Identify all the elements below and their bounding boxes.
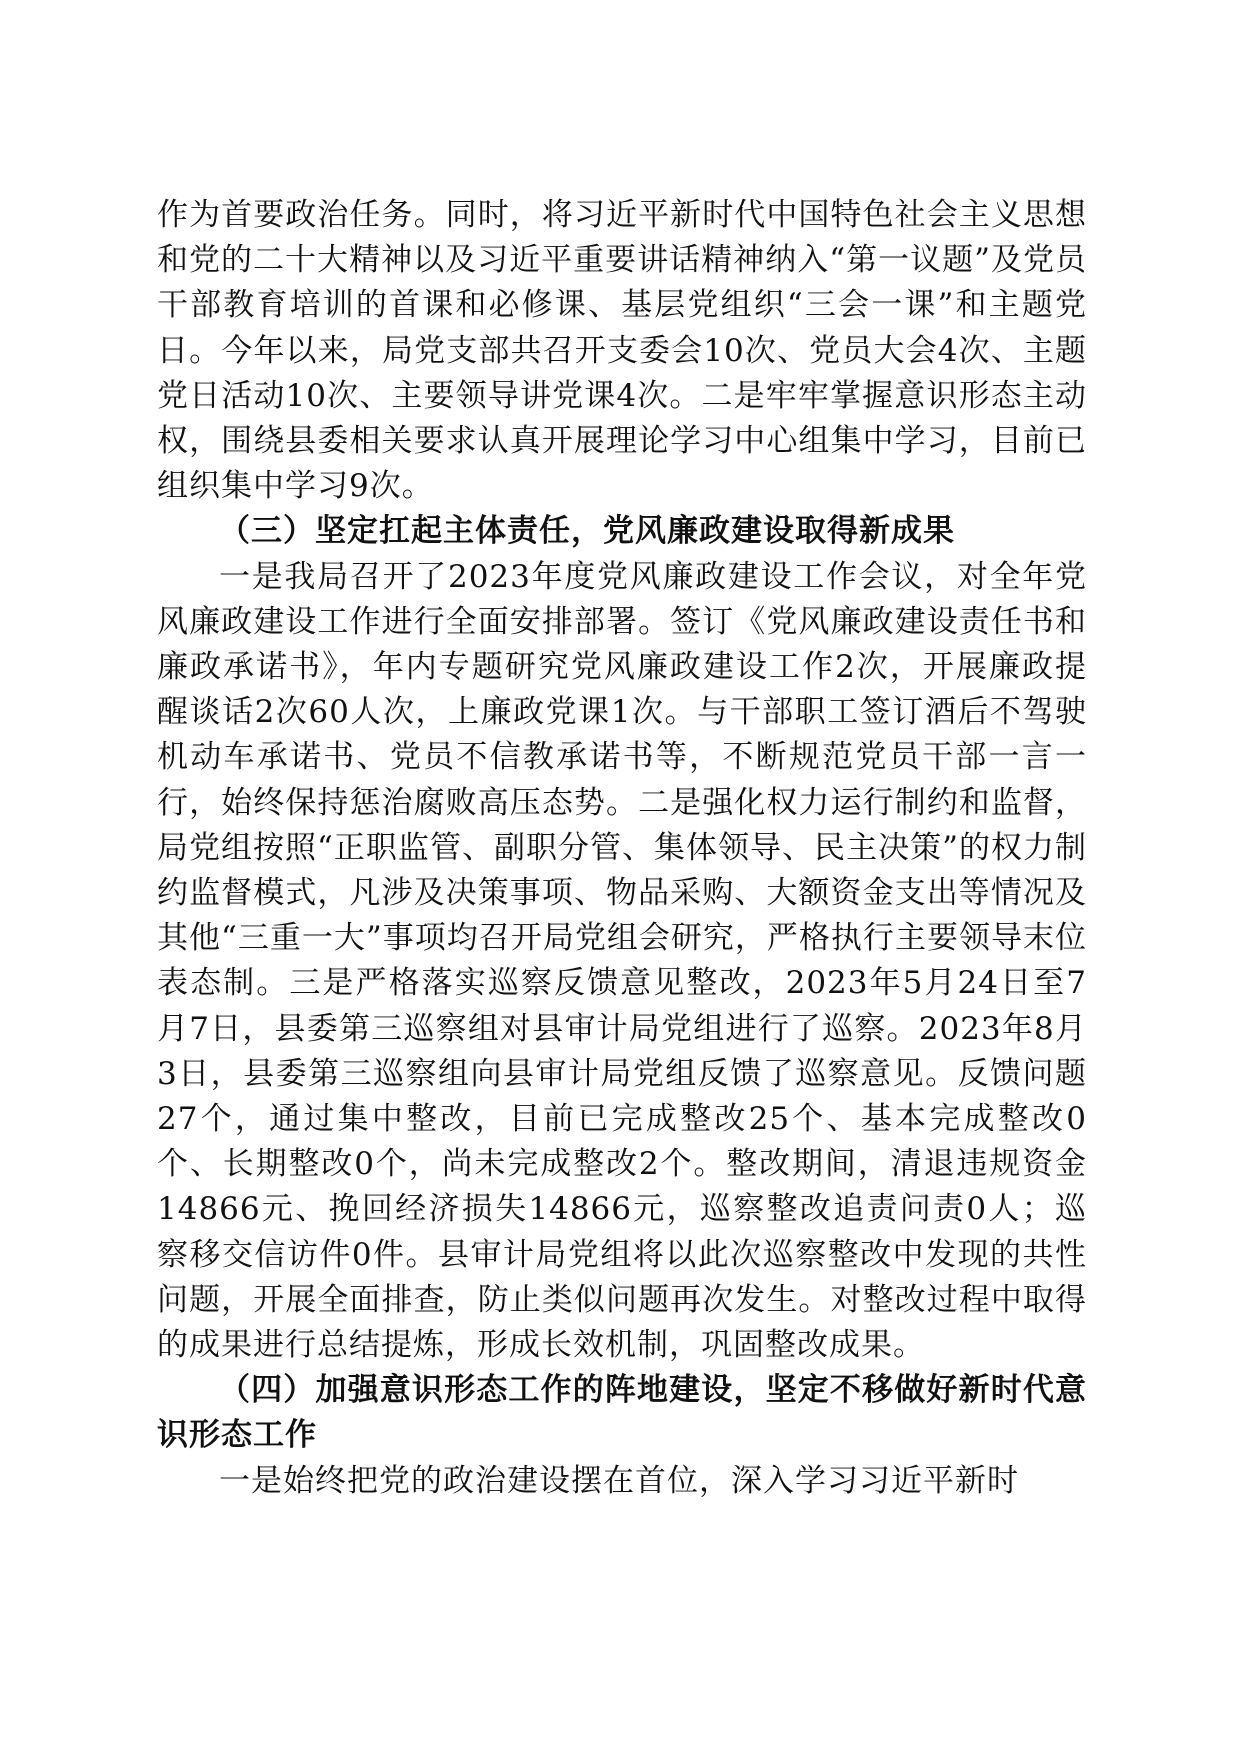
paragraph-party-conduct: 一是我局召开了2023年度党风廉政建设工作会议，对全年党风廉政建设工作进行全面安排部署。签订《党风廉政建设责任书和廉政承诺书》，年内专题研究党风廉政建设工作2次，开展廉政提醒谈话2次60人次，上廉政党课1次。与干部职工签订酒后不驾驶机动车承诺书、党员不信教承诺书等，不断规范党员干部一言一行，始终保持惩治腐败高压态势。二是强化权力运行制约和监督，局党组按照“正职监管、副职分管、集体领导、民主决策”的权力制约监督模式，凡涉及决策事项、物品采购、大额资金支出等情况及其他“三重一大”事项均召开局党组会研究，严格执行主要领导末位表态制。三是严格落实巡察反馈意见整改，2023年5月24日至7月7日，县委第三巡察组对县审计局党组进行了巡察。2023年8月3日，县委第三巡察组向县审计局党组反馈了巡察意见。反馈问题27个，通过集中整改，目前已完成整改25个、基本完成整改0个、长期整改0个，尚未完成整改2个。整改期间，清退违规资金14866元、挽回经济损失14866元，巡察整改追责问责0人；巡察移交信访件0件。县审计局党组将以此次巡察整改中发现的共性问题，开展全面排查，防止类似问题再次发生。对整改过程中取得的成果进行总结提炼，形成长效机制，巩固整改成果。 <box>157 558 1087 1364</box>
document-body <box>157 193 1087 1504</box>
section-heading-4: （四）加强意识形态工作的阵地建设，坚定不移做好新时代意识形态工作 <box>157 1372 1087 1454</box>
section-heading-3: （三）坚定扛起主体责任，党风廉政建设取得新成果 <box>219 513 955 550</box>
paragraph-political-building: 一是始终把党的政治建设摆在首位，深入学习习近平新时 <box>219 1462 1019 1499</box>
paragraph-continued: 作为首要政治任务。同时，将习近平新时代中国特色社会主义思想和党的二十大精神以及习近平重要讲话精神纳入“第一议题”及党员干部教育培训的首课和必修课、基层党组织“三会一课”和主题党日。今年以来，局党支部共召开支委会10次、党员大会4次、主题党日活动10次、主要领导讲党课4次。二是牢牢掌握意识形态主动权，围绕县委相关要求认真开展理论学习中心组集中学习，目前已组织集中学习9次。 <box>157 197 1087 505</box>
